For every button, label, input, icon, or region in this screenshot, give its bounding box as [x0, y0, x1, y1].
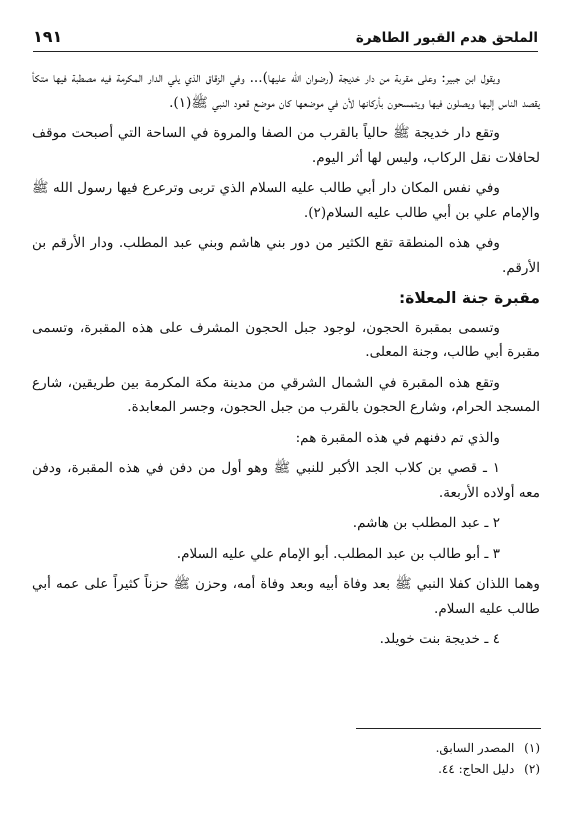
list-item: ١ ـ قصي بن كلاب الجد الأكبر للنبي ﷺ وهو أول من دفن في هذه المقبرة، ودفن معه أولاده الأربعة. — [32, 460, 540, 501]
footnote — [240, 738, 540, 759]
paragraph: والذي تم دفنهم في هذه المقبرة هم: — [295, 429, 500, 446]
paragraph: ويقول ابن جبير: وعلى مقربة من دار خديجة (رضوان الله عليها)... وفي الزقاق الذي يلي الدار المكرمة فيه مصطبة فيها متكأ يقصد الناس إليها ويصلون فيها ويتمسحون بأركانها لأن في موضعها كان موضع قعود النبي ﷺ(١). — [32, 70, 540, 111]
list-item: ٤ ـ خديجة بنت خويلد. — [379, 631, 500, 647]
page-header — [33, 22, 538, 52]
paragraph: وهما اللذان كفلا النبي ﷺ بعد وفاة أبيه وبعد وفاة أمه، وحزن ﷺ حزناً كثيراً على عمه أبي طالب عليه السلام. — [32, 576, 540, 617]
paragraph: وتقع دار خديجة ﷺ حالياً بالقرب من الصفا والمروة في الساحة التي أصبحت موقف لحافلات نقل الركاب، وليس لها أثر اليوم. — [32, 125, 540, 166]
body-text — [32, 66, 540, 658]
running-title: الملحق هدم القبور الطاهرة — [355, 30, 538, 46]
page-number: ١٩١ — [33, 27, 63, 46]
list-item: ٢ ـ عبد المطلب بن هاشم. — [352, 515, 500, 531]
footnote-divider — [356, 728, 541, 729]
paragraph: وتسمى بمقبرة الحجون، لوجود جبل الحجون المشرف على هذه المقبرة، وتسمى مقبرة أبي طالب، وجنة المعلى. — [32, 319, 540, 360]
list-item: ٣ ـ أبو طالب بن عبد المطلب. أبو الإمام علي عليه السلام. — [176, 545, 500, 562]
footnote-text: دليل الحاج: ٤٤. — [438, 762, 515, 776]
footnote — [240, 759, 540, 780]
paragraph: وفي هذه المنطقة تقع الكثير من دور بني هاشم وبني عبد المطلب. ودار الأرقم بن الأرقم. — [32, 235, 540, 276]
paragraph: وفي نفس المكان دار أبي طالب عليه السلام الذي تربى وترعرع فيها رسول الله ﷺ والإمام علي بن أبي طالب عليه السلام(٢). — [32, 180, 540, 221]
section-heading: مقبرة جنة المعلاة: — [399, 289, 540, 307]
footnote-text: المصدر السابق. — [435, 741, 515, 755]
footnote-mark: (١) — [524, 741, 540, 755]
footnotes — [240, 738, 540, 780]
footnote-mark: (٢) — [524, 762, 540, 776]
paragraph: وتقع هذه المقبرة في الشمال الشرقي من مدينة مكة المكرمة بين طريقين، شارع المسجد الحرام، وشارع الحجون بالقرب من جبل الحجون، وجسر المعابدة. — [32, 374, 540, 415]
